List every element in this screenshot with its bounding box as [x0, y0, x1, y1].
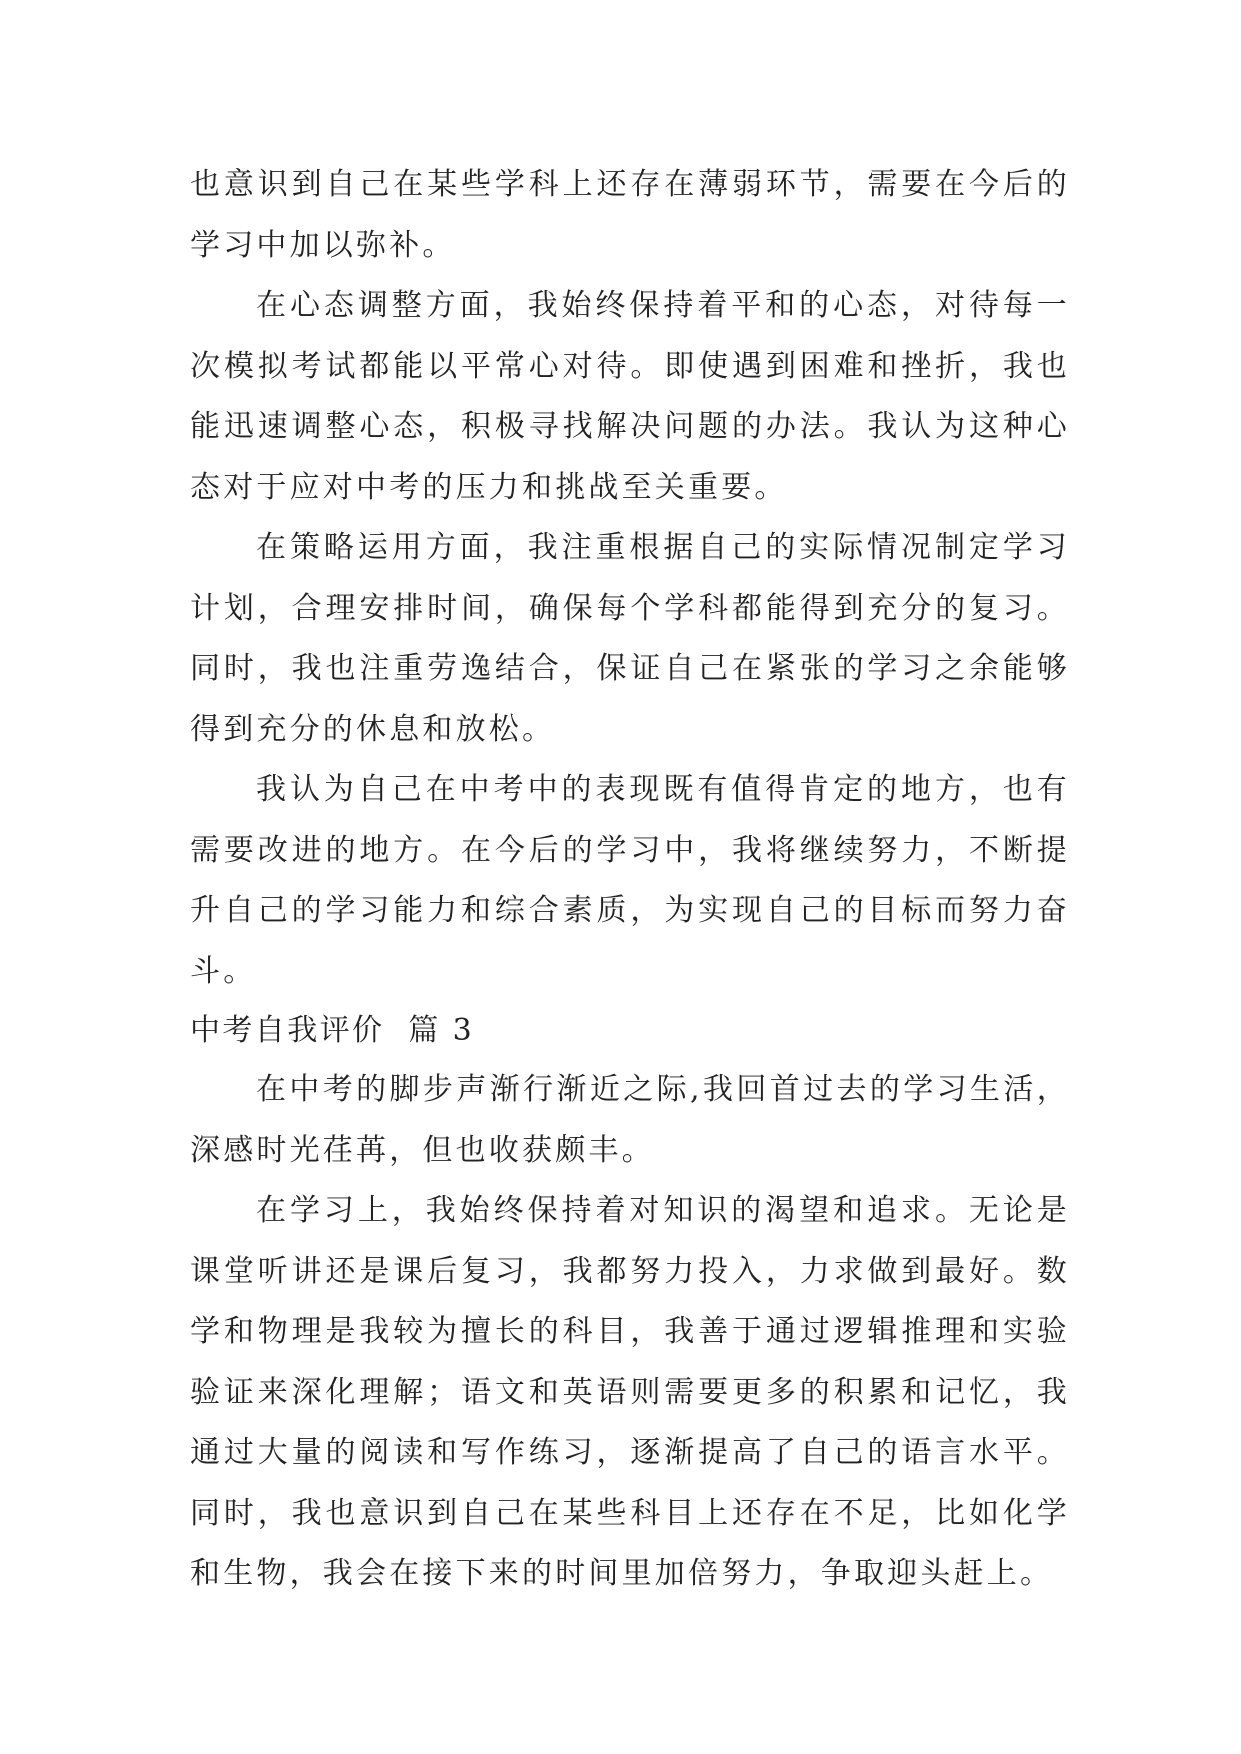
paragraph-conclusion: 我认为自己在中考中的表现既有值得肯定的地方，也有需要改进的地方。在今后的学习中，我将继续努力，不断提升自己的学习能力和综合素质，为实现自己的目标而努力奋斗。 [190, 772, 1070, 989]
paragraph-study: 在学习上，我始终保持着对知识的渴望和追求。无论是课堂听讲还是课后复习，我都努力投入，力求做到最好。数学和物理是我较为擅长的科目，我善于通过逻辑推理和实验验证来深化理解；语文和英语则需要更多的积累和记忆，我通过大量的阅读和写作练习，逐渐提高了自己的语言水平。同时，我也意识到自己在某些科目上还存在不足，比如化学和生物，我会在接下来的时间里加倍努力，争取迎头赶上。 [190, 1193, 1070, 1591]
paragraph-continuation: 也意识到自己在某些学科上还存在薄弱环节，需要在今后的学习中加以弥补。 [190, 167, 1070, 263]
section-heading: 中考自我评价 篇 3 [190, 1013, 475, 1048]
paragraph-mindset: 在心态调整方面，我始终保持着平和的心态，对待每一次模拟考试都能以平常心对待。即使遇到困难和挫折，我也能迅速调整心态，积极寻找解决问题的办法。我认为这种心态对于应对中考的压力和挑战至关重要。 [190, 288, 1070, 505]
paragraph-intro: 在中考的脚步声渐行渐近之际,我回首过去的学习生活，深感时光荏苒，但也收获颇丰。 [190, 1072, 1070, 1168]
document-page [190, 155, 1070, 1605]
paragraph-strategy: 在策略运用方面，我注重根据自己的实际情况制定学习计划，合理安排时间，确保每个学科都能得到充分的复习。同时，我也注重劳逸结合，保证自己在紧张的学习之余能够得到充分的休息和放松。 [190, 530, 1070, 747]
